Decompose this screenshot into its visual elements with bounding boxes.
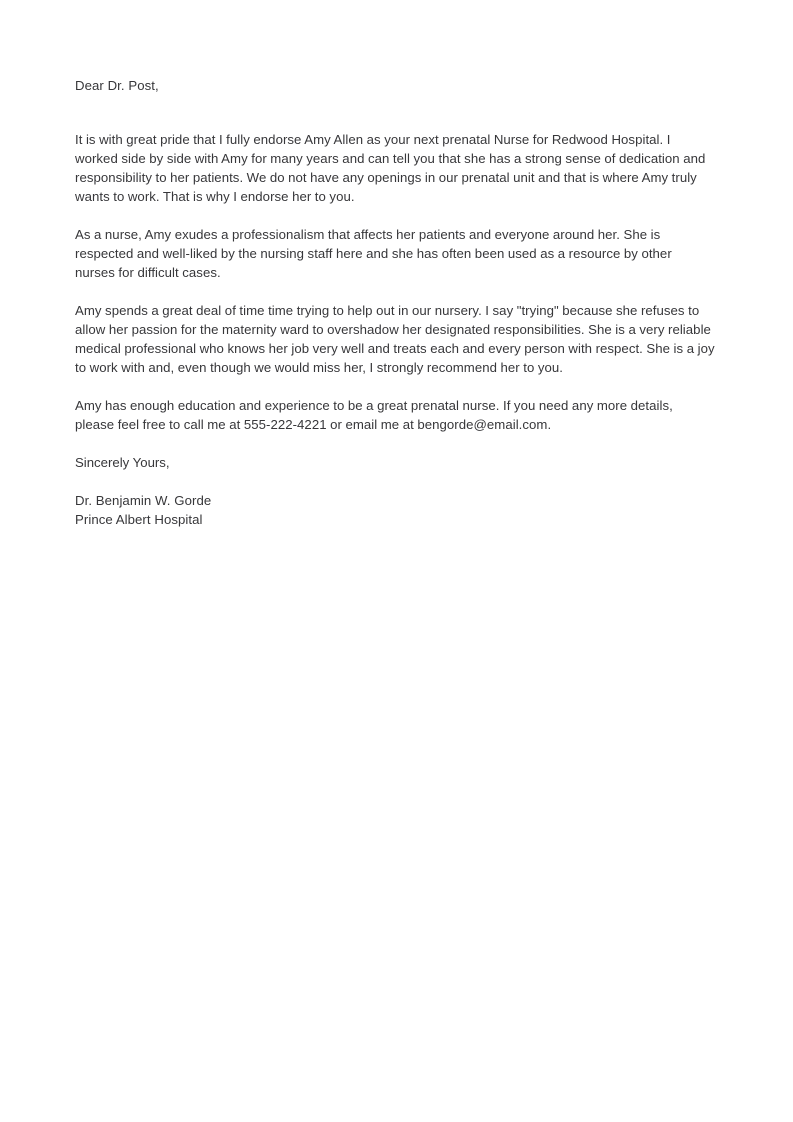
- signature-block: [75, 491, 715, 529]
- paragraph-1: It is with great pride that I fully endorse Amy Allen as your next prenatal Nurse for Redwood Hospital. I worked side by side with Amy for many years and can tell you that she has a strong sense of dedication and responsibility to her patients. We do not have any openings in our prenatal unit and that is where Amy truly wants to work. That is why I endorse her to you.: [75, 132, 706, 204]
- salutation: Dear Dr. Post,: [75, 78, 159, 93]
- closing-line: Sincerely Yours,: [75, 455, 170, 470]
- signer-name: Dr. Benjamin W. Gorde: [75, 493, 212, 508]
- letter-paragraphs: [75, 130, 715, 434]
- paragraph-2: As a nurse, Amy exudes a professionalism that affects her patients and everyone around her. She is respected and well-liked by the nursing staff here and she has often been used as a resource by other nurses for difficult cases.: [75, 227, 672, 280]
- signer-organization: Prince Albert Hospital: [75, 512, 203, 527]
- letter-body: [75, 76, 715, 529]
- paragraph-3: Amy spends a great deal of time time trying to help out in our nursery. I say "trying" because she refuses to allow her passion for the maternity ward to overshadow her designated responsibilities. She is a very reliable medical professional who knows her job very well and treats each and every person with respect. She is a joy to work with and, even though we would miss her, I strongly recommend her to you.: [75, 303, 715, 375]
- paragraph-4: Amy has enough education and experience to be a great prenatal nurse. If you need any more details, please feel free to call me at 555-222-4221 or email me at bengorde@email.com.: [75, 398, 673, 432]
